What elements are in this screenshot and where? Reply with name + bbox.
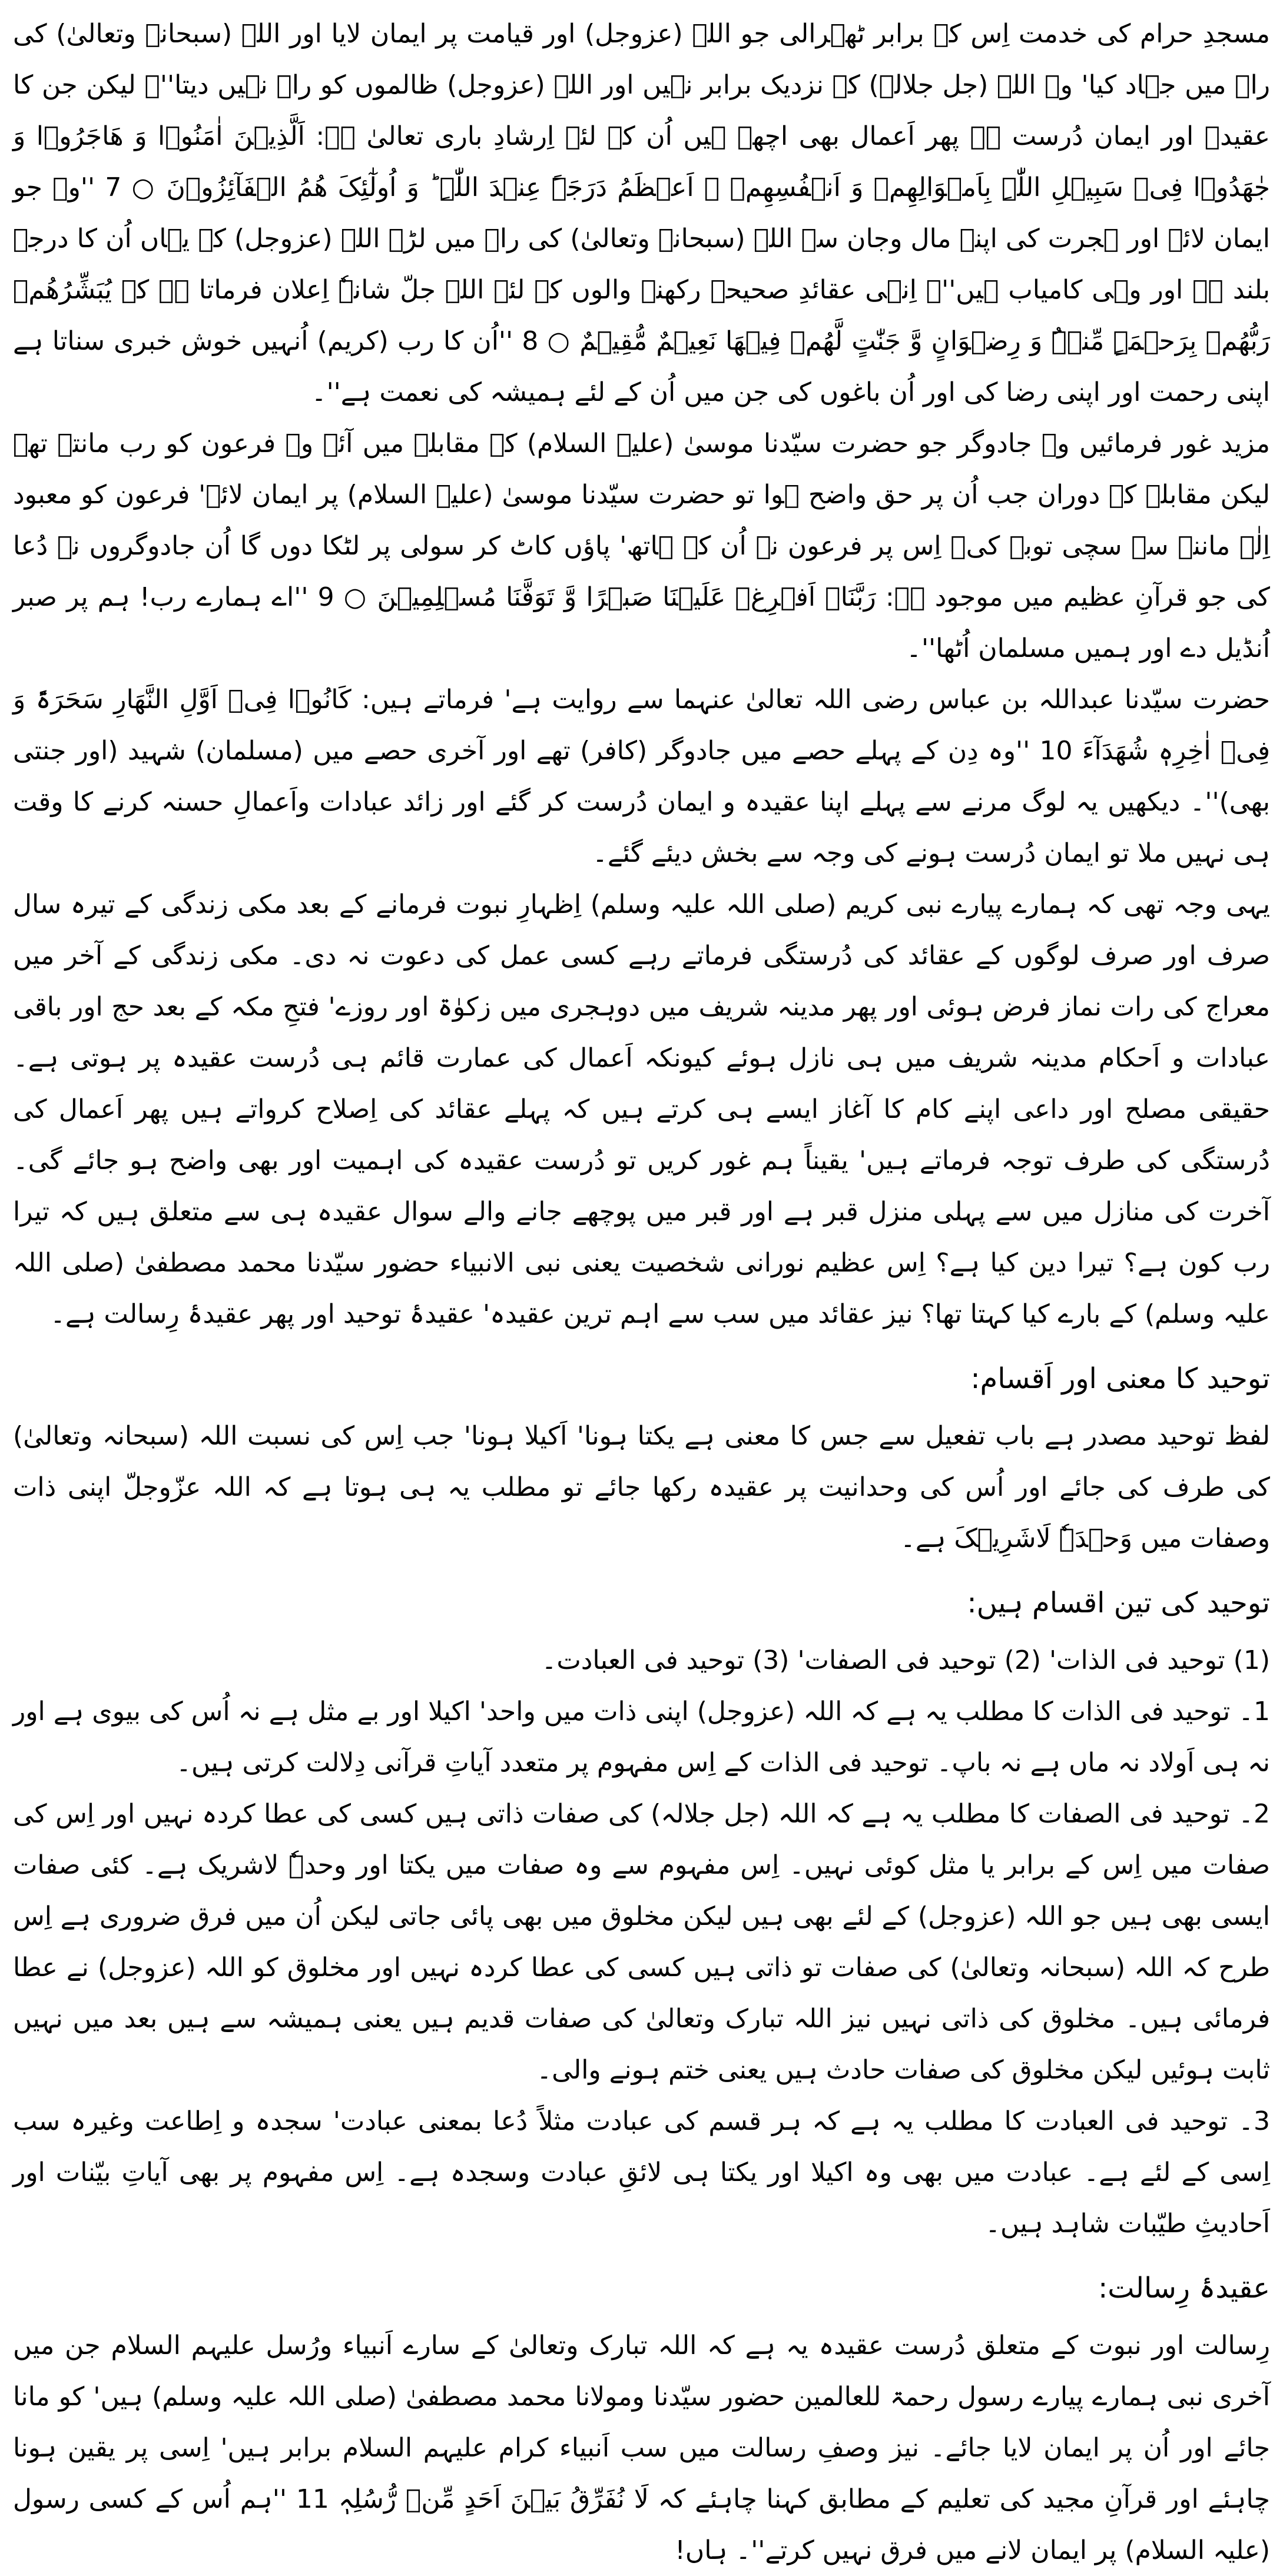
heading-tawheed-types: توحید کی تین اقسام ہیں:: [967, 1586, 1270, 1619]
paragraph-importance-of-aqeedah: یہی وجہ تھی کہ ہمارے پیارے نبی کریم (صلی اللہ علیہ وسلم) اِظہارِ نبوت فرمانے کے بعد مکی زندگی کے تیرہ سال صرف اور صرف لوگوں کے عقائد کی دُرستگی فرماتے رہے کسی عمل کی دعوت نہ دی۔ مکی زندگی کے آخر میں معراج کی رات نماز فرض ہوئی اور پھر مدینہ شریف میں دوہجری میں زکوٰۃ اور روزے' فتحِ مکہ کے بعد حج اور باقی عبادات و اَحکام مدینہ شریف میں ہی نازل ہوئے کیونکہ اَعمال کی عمارت قائم ہی دُرست عقیدہ پر ہوتی ہے۔ حقیقی مصلح اور داعی اپنے کام کا آغاز ایسے ہی کرتے ہیں کہ پہلے عقائد کی اِصلاح کرواتے ہیں پھر اَعمال کی دُرستگی کی طرف توجہ فرماتے ہیں' یقیناً ہم غور کریں تو دُرست عقیدہ کی اہمیت اور بھی واضح ہو جائے گی۔ آخرت کی منازل میں سے پہلی منزل قبر ہے اور قبر میں پوچھے جانے والے سوال عقیدہ ہی سے متعلق ہیں کہ تیرا رب کون ہے؟ تیرا دین کیا ہے؟ اِس عظیم نورانی شخصیت یعنی نبی الانبیاء حضور سیّدنا محمد مصطفیٰ (صلی اللہ علیہ وسلم) کے بارے کیا کہتا تھا؟ نیز عقائد میں سب سے اہم ترین عقیدہ' عقیدۂ توحید اور پھر عقیدۂ رِسالت ہے۔: [13, 889, 1270, 1329]
list-item-tawheed-fi-al-ibadat: 3۔ توحید فی العبادت کا مطلب یہ ہے کہ ہر قسم کی عبادت مثلاً دُعا بمعنی عبادت' سجدہ و اِطاعت وغیرہ سب اِسی کے لئے ہے۔ عبادت میں بھی وہ اکیلا اور یکتا ہی لائقِ عبادت وسجدہ ہے۔ اِس مفہوم پر بھی آیاتِ بیّنات اور اَحادیثِ طیّبات شاہد ہیں۔: [13, 2106, 1270, 2239]
paragraph-iman-and-aqeedah: مسجدِ حرام کی خدمت اِس کے برابر ٹھہرالی جو اللہ (عزوجل) اور قیامت پر ایمان لایا اور اللہ (سبحانہ وتعالیٰ) کی راہ میں جہاد کیا' وہ اللہ (جل جلالہ) کے نزدیک برابر نہیں اور اللہ (عزوجل) ظالموں کو راہ نہیں دیتا''۔ لیکن جن کا عقیدہ اور ایمان دُرست ہے پھر اَعمال بھی اچھے ہیں اُن کے لئے اِرشادِ باری تعالیٰ ہے: اَلَّذِیۡنَ اٰمَنُوۡا وَ ھَاجَرُوۡا وَ جٰھَدُوۡا فِیۡ سَبِیۡلِ اللّٰہِ بِاَمۡوَالِھِمۡ وَ اَنۡفُسِھِمۡ ۙ اَعۡظَمُ دَرَجَۃً عِنۡدَ اللّٰہِ ؕ وَ اُولٰٓئِکَ ھُمُ الۡفَآئِزُوۡنَ ○ 7 ''وہ جو ایمان لائے اور ہجرت کی اپنے مال وجان سے اللہ (سبحانہ وتعالیٰ) کی راہ میں لڑے اللہ (عزوجل) کے یہاں اُن کا درجہ بلند ہے اور وہی کامیاب ہیں''۔ اِنہی عقائدِ صحیحہ رکھنے والوں کے لئے اللہ جلّ شانہٗ اِعلان فرماتا ہے کہ یُبَشِّرُھُمۡ رَبُّھُمۡ بِرَحۡمَۃٍ مِّنۡہُ وَ رِضۡوَانٍ وَّ جَنّٰتٍ لَّھُمۡ فِیۡھَا نَعِیۡمٌ مُّقِیۡمٌ ○ 8 ''اُن کا رب (کریم) اُنہیں خوش خبری سناتا ہے اپنی رحمت اور اپنی رضا کی اور اُن باغوں کی جن میں اُن کے لئے ہمیشہ کی نعمت ہے''۔: [13, 19, 1271, 407]
heading-tawheed-meaning: توحید کا معنی اور اَقسام:: [970, 1362, 1270, 1395]
paragraph-tawheed-definition: لفظ توحید مصدر ہے باب تفعیل سے جس کا معنی ہے یکتا ہونا' اَکیلا ہونا' جب اِس کی نسبت اللہ (سبحانہ وتعالیٰ) کی طرف کی جائے اور اُس کی وحدانیت پر عقیدہ رکھا جائے تو مطلب یہ ہی ہوتا ہے کہ اللہ عزّوجلّ اپنی ذات وصفات میں وَحۡدَہٗ لَاشَرِیۡکَ ہے۔: [13, 1421, 1270, 1553]
list-item-tawheed-fi-al-sifat: 2۔ توحید فی الصفات کا مطلب یہ ہے کہ اللہ (جل جلالہ) کی صفات ذاتی ہیں کسی کی عطا کردہ نہیں اور اِس کی صفات میں اِس کے برابر یا مثل کوئی نہیں۔ اِس مفہوم سے وہ صفات میں یکتا اور وحدہٗ لاشریک ہے۔ کئی صفات ایسی بھی ہیں جو اللہ (عزوجل) کے لئے بھی ہیں لیکن مخلوق میں بھی پائی جاتی لیکن اُن میں فرق ضروری ہے اِس طرح کہ اللہ (سبحانہ وتعالیٰ) کی صفات تو ذاتی ہیں کسی کی عطا کردہ نہیں اور مخلوق کو اللہ (عزوجل) نے عطا فرمائی ہیں۔ مخلوق کی ذاتی نہیں نیز اللہ تبارک وتعالیٰ کی صفات قدیم ہیں یعنی ہمیشہ سے ہیں بعد میں نہیں ثابت ہوئیں لیکن مخلوق کی صفات حادث ہیں یعنی ختم ہونے والی۔: [13, 1799, 1270, 2085]
heading-aqeedah-risalat: عقیدۂ رِسالت:: [1098, 2272, 1270, 2305]
paragraph-tawheed-types-list: (1) توحید فی الذات' (2) توحید فی الصفات' (3) توحید فی العبادت۔: [541, 1645, 1270, 1675]
paragraph-magicians-of-pharaoh: مزید غور فرمائیں وہ جادوگر جو حضرت سیّدنا موسیٰ (علیہ السلام) کے مقابلہ میں آئے وہ فرعون کو رب مانتے تھے لیکن مقابلہ کے دوران جب اُن پر حق واضح ہوا تو حضرت سیّدنا موسیٰ (علیہ السلام) پر ایمان لائے' فرعون کو معبود اِلٰہ ماننے سے سچی توبہ کی۔ اِس پر فرعون نے اُن کے ہاتھ' پاؤں کاٹ کر سولی پر لٹکا دوں گا اُن جادوگروں نے دُعا کی جو قرآنِ عظیم میں موجود ہے: رَبَّنَاۤ اَفۡرِغۡ عَلَیۡنَا صَبۡرًا وَّ تَوَفَّنَا مُسۡلِمِیۡنَ ○ 9 ''اے ہمارے رب! ہم پر صبر اُنڈیل دے اور ہمیں مسلمان اُٹھا''۔: [13, 429, 1270, 663]
paragraph-ibn-abbas-narration: حضرت سیّدنا عبداللہ بن عباس رضی اللہ تعالیٰ عنہما سے روایت ہے' فرماتے ہیں: کَانُوۡا فِیۡ اَوَّلِ النَّھَارِ سَحَرَۃً وَ فِیۡ اٰخِرِہٖ شُھَدَآءَ 10 ''وہ دِن کے پہلے حصے میں جادوگر (کافر) تھے اور آخری حصے میں (مسلمان) شہید (اور جنتی بھی)''۔ دیکھیں یہ لوگ مرنے سے پہلے اپنا عقیدہ و ایمان دُرست کر گئے اور زائد عبادات واَعمالِ حسنہ کرنے کا وقت ہی نہیں ملا تو ایمان دُرست ہونے کی وجہ سے بخش دیئے گئے۔: [13, 685, 1271, 868]
list-item-tawheed-fi-al-dhat: 1۔ توحید فی الذات کا مطلب یہ ہے کہ اللہ (عزوجل) اپنی ذات میں واحد' اکیلا اور بے مثل ہے نہ اُس کی بیوی ہے اور نہ ہی اَولاد نہ ماں ہے نہ باپ۔ توحید فی الذات کے اِس مفہوم پر متعدد آیاتِ قرآنی دِلالت کرتی ہیں۔: [13, 1697, 1270, 1778]
paragraph-risalat: رِسالت اور نبوت کے متعلق دُرست عقیدہ یہ ہے کہ اللہ تبارک وتعالیٰ کے سارے اَنبیاء ورُسل علیہم السلام جن میں آخری نبی ہمارے پیارے رسول رحمۃ للعالمین حضور سیّدنا ومولانا محمد مصطفیٰ (صلی اللہ علیہ وسلم) ہیں' کو مانا جائے اور اُن پر ایمان لایا جائے۔ نیز وصفِ رسالت میں سب اَنبیاء کرام علیہم السلام برابر ہیں' اِسی پر یقین ہونا چاہئے اور قرآنِ مجید کی تعلیم کے مطابق کہنا چاہئے کہ لَا نُفَرِّقُ بَیۡنَ اَحَدٍ مِّنۡ رُّسُلِہٖ 11 ''ہم اُس کے کسی رسول (علیہ السلام) پر ایمان لانے میں فرق نہیں کرتے''۔ ہاں!: [13, 2331, 1270, 2565]
